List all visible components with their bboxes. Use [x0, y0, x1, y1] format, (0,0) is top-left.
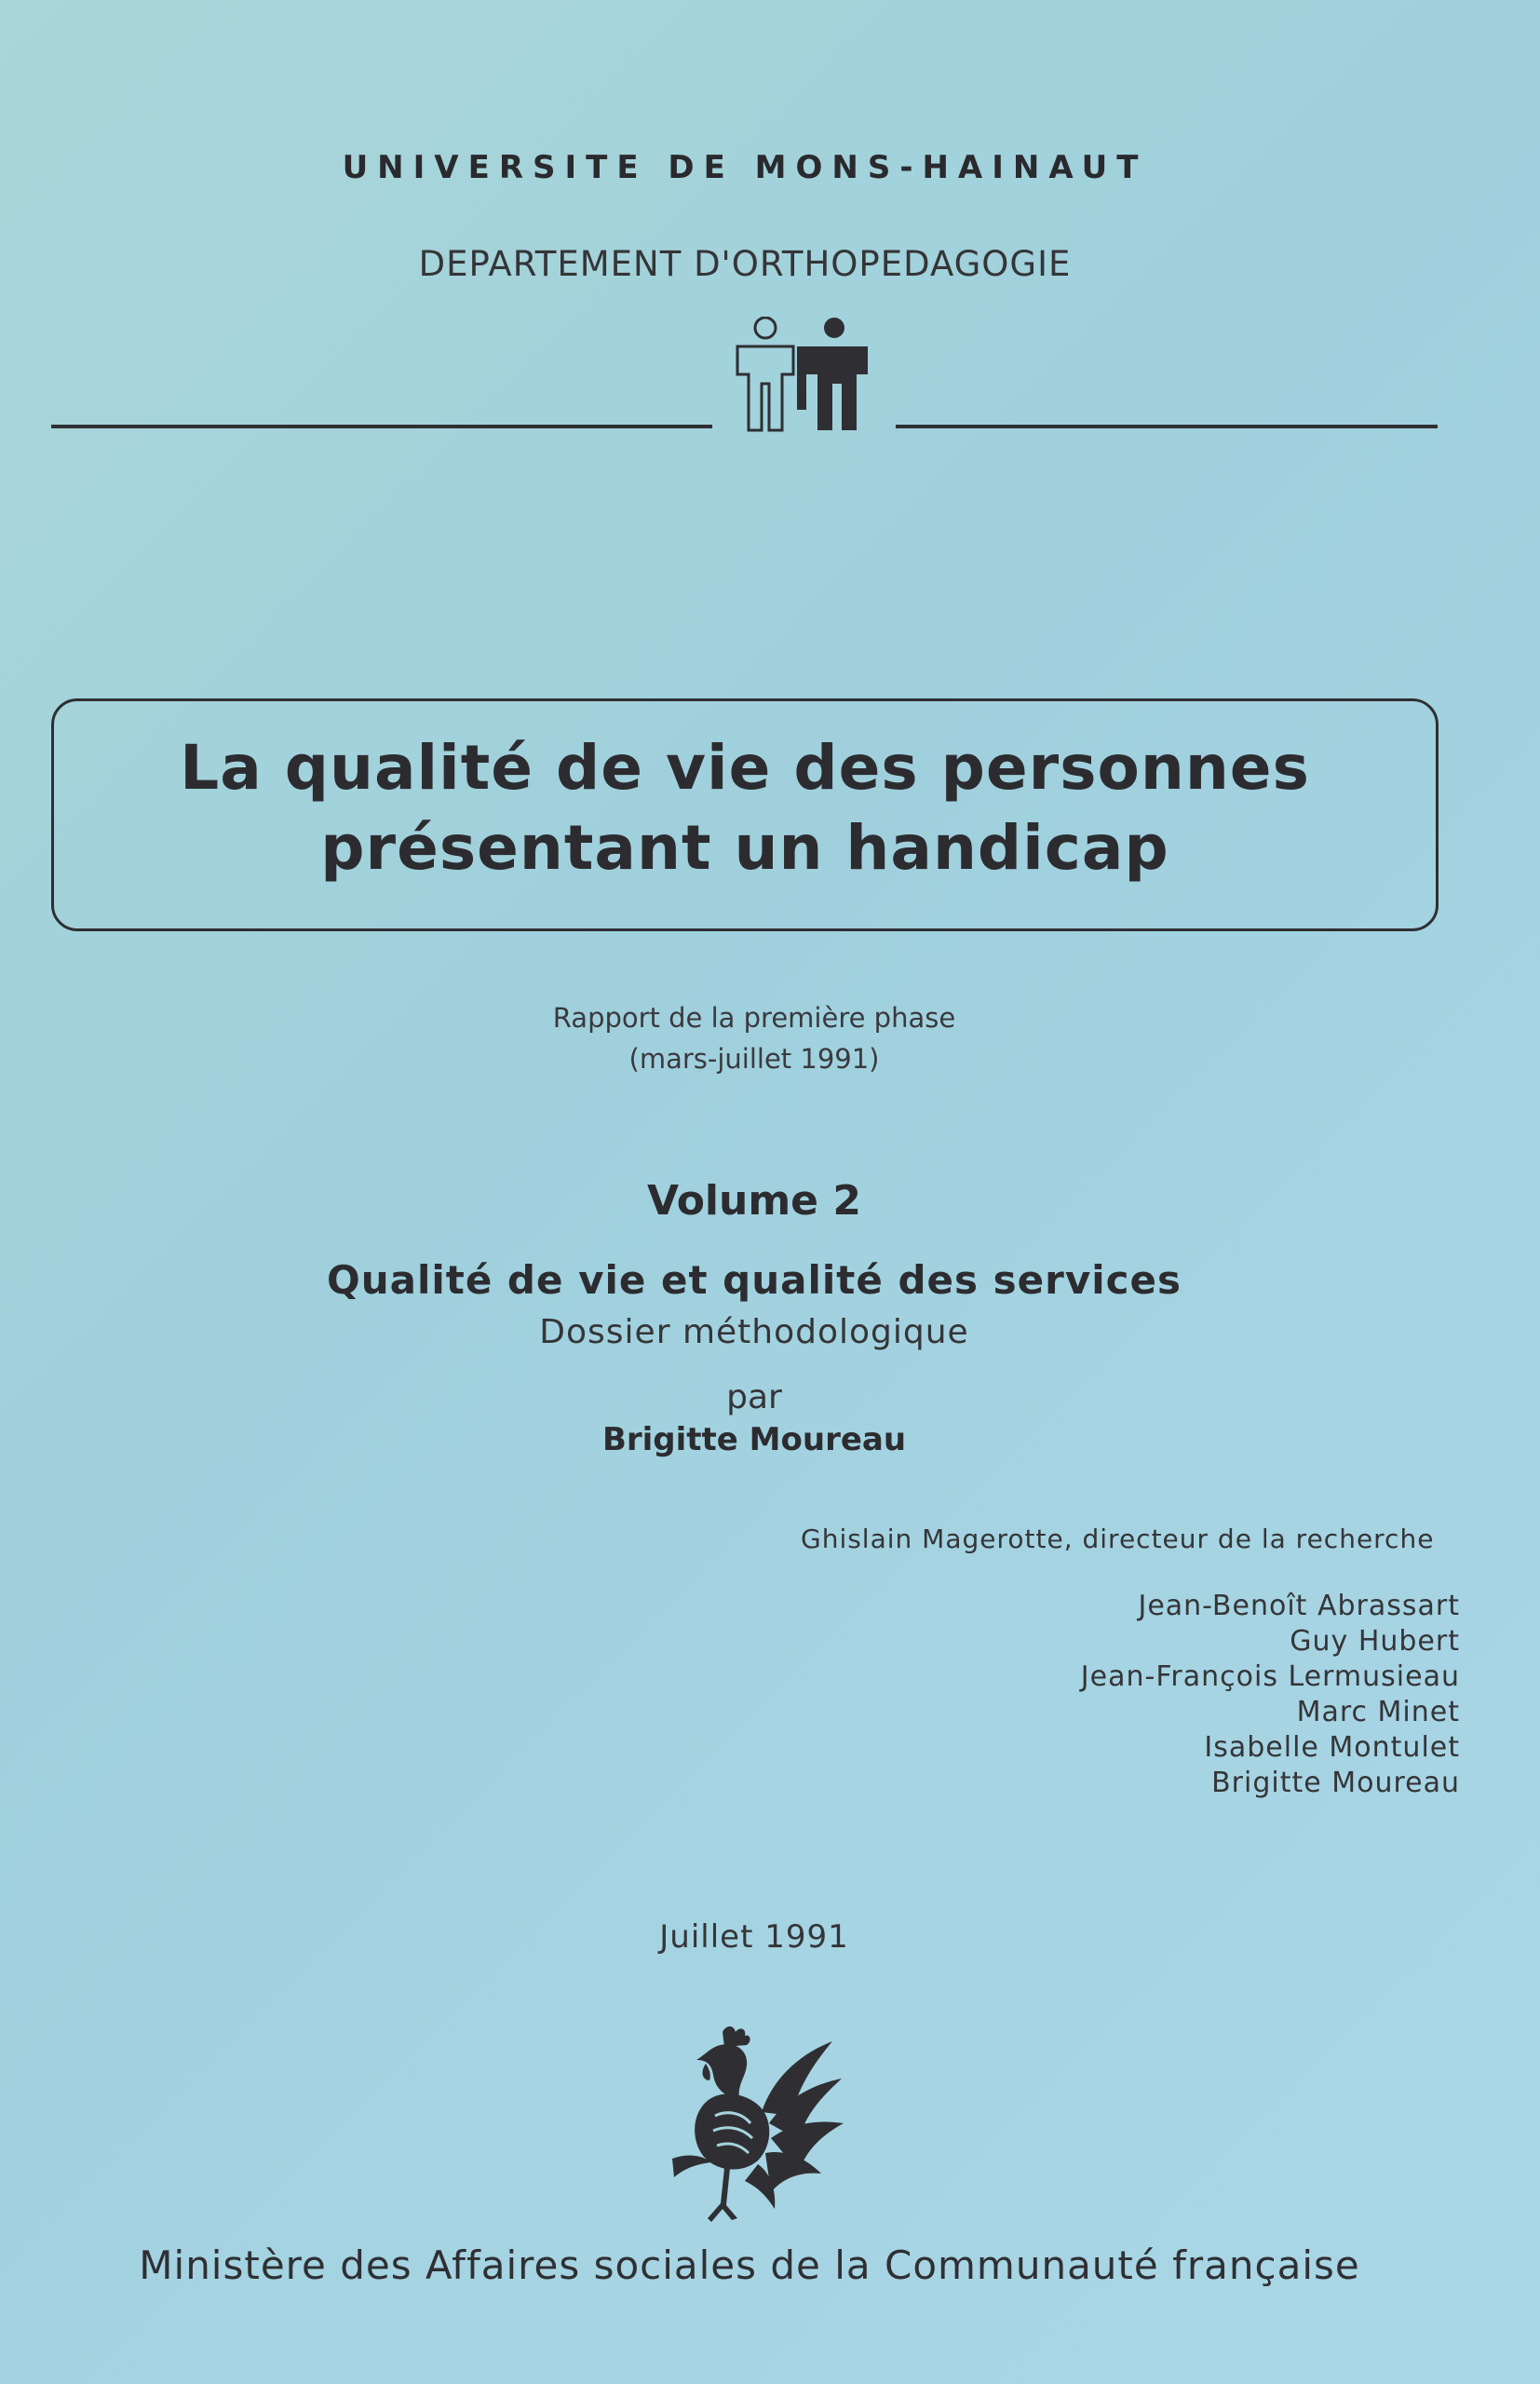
- by-label: par: [726, 1378, 782, 1416]
- report-phase: Rapport de la première phase: [552, 1002, 956, 1034]
- header-rule-right: [896, 425, 1438, 428]
- rooster-emblem-icon: [669, 2023, 849, 2229]
- department-name: DEPARTEMENT D'ORTHOPEDAGOGIE: [418, 244, 1072, 284]
- research-director: Ghislain Magerotte, directeur de la recherche: [801, 1524, 1435, 1554]
- ministry-name: Ministère des Affaires sociales de la Communauté française: [139, 2242, 1360, 2288]
- team-member: Isabelle Montulet: [1204, 1731, 1460, 1764]
- team-member: Jean-Benoît Abrassart: [1138, 1590, 1460, 1622]
- report-period: (mars-juillet 1991): [628, 1043, 880, 1075]
- title-line-1: La qualité de vie des personnes: [180, 732, 1310, 804]
- header-rule-left: [51, 425, 712, 428]
- university-name: UNIVERSITE DE MONS-HAINAUT: [342, 149, 1148, 186]
- team-member: Brigitte Moureau: [1211, 1767, 1460, 1799]
- research-team-list: [901, 1589, 1460, 1801]
- author-name: Brigitte Moureau: [601, 1421, 907, 1458]
- team-member: Jean-François Lermusieau: [1080, 1660, 1460, 1693]
- two-figures-logo-icon: [732, 317, 871, 434]
- volume-subtitle: Qualité de vie et qualité des services: [327, 1257, 1182, 1303]
- volume-label: Volume 2: [647, 1177, 861, 1225]
- title-line-2: présentant un handicap: [320, 812, 1169, 884]
- publication-date: Juillet 1991: [659, 1918, 849, 1956]
- dossier-label: Dossier méthodologique: [539, 1313, 969, 1351]
- team-member: Marc Minet: [1296, 1696, 1460, 1728]
- team-member: Guy Hubert: [1290, 1625, 1460, 1658]
